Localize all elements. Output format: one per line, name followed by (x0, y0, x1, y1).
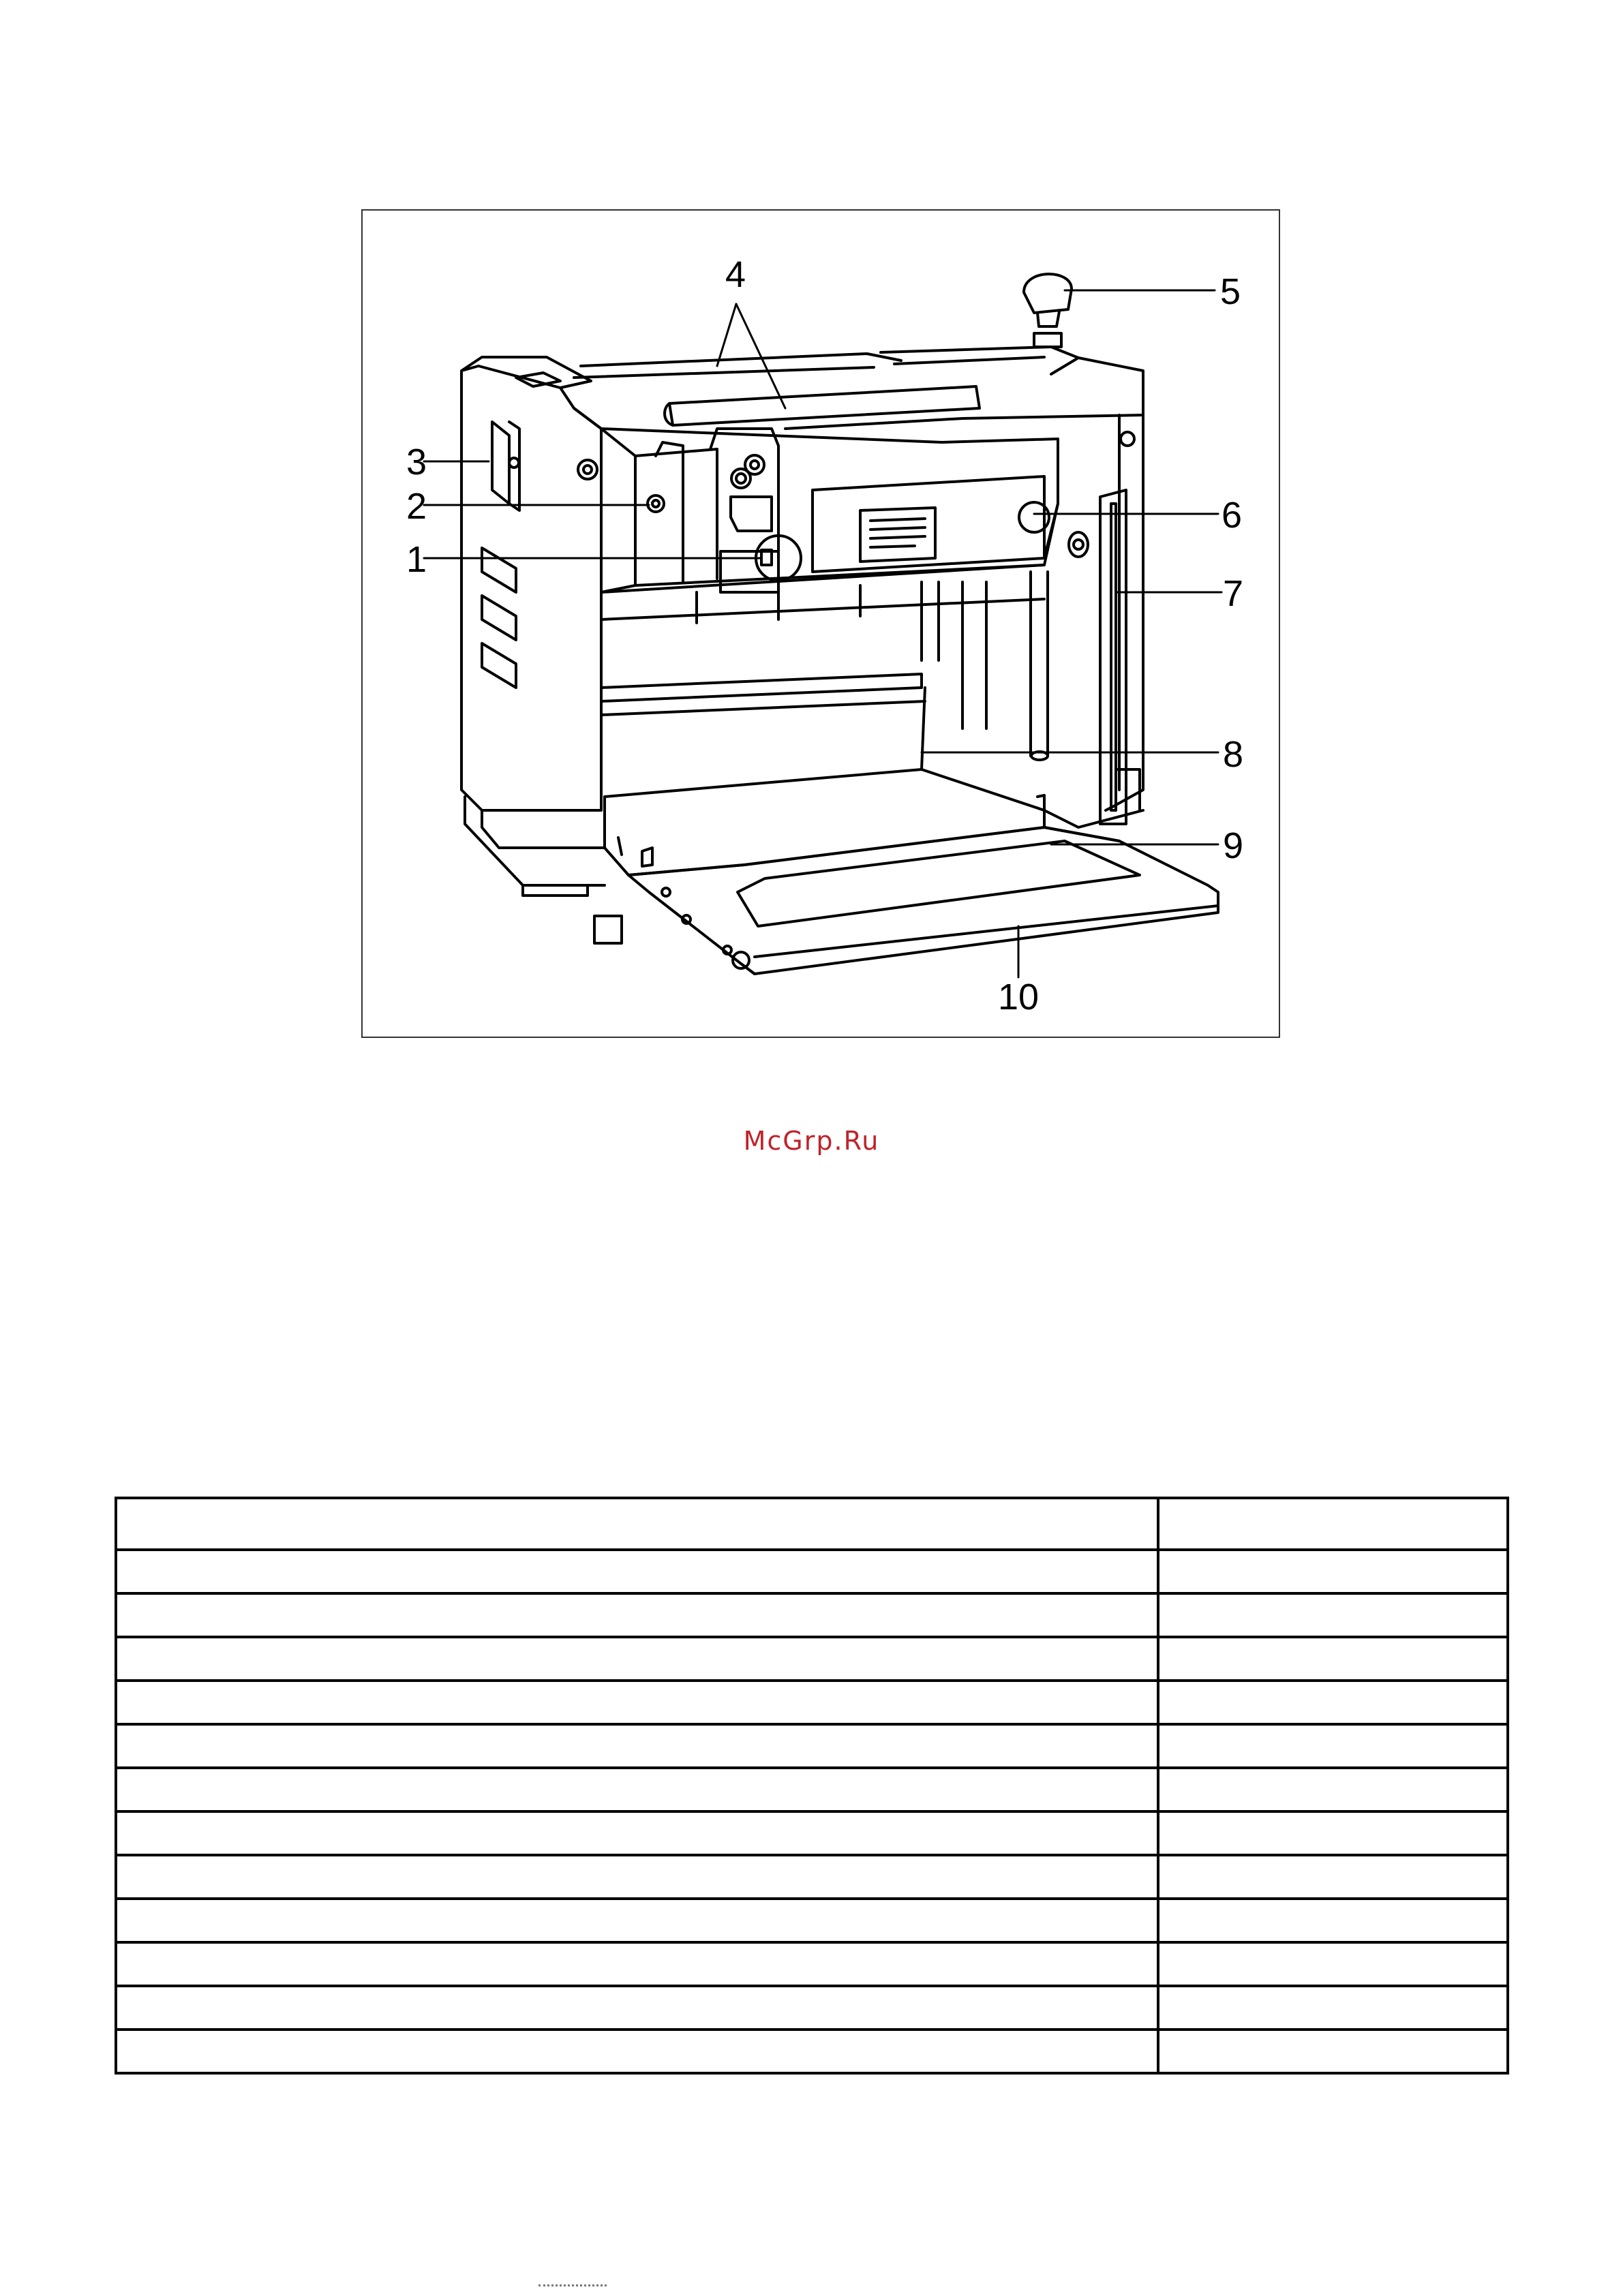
table-cell-parameter (116, 1768, 1158, 1811)
table-row (116, 1986, 1508, 2030)
table-cell-value (1158, 1899, 1508, 1942)
table-row (116, 1811, 1508, 1855)
table-cell-parameter (116, 1498, 1158, 1550)
table-cell-value (1158, 1942, 1508, 1986)
table-row (116, 1498, 1508, 1550)
table-cell-value (1158, 1637, 1508, 1681)
table-cell-parameter (116, 1593, 1158, 1637)
table-cell-value (1158, 1681, 1508, 1724)
table-cell-value (1158, 1724, 1508, 1768)
callout-leaders (424, 290, 1222, 977)
table-row (116, 1681, 1508, 1724)
table-cell-parameter (116, 2030, 1158, 2073)
table-cell-value (1158, 1986, 1508, 2030)
table-row (116, 1768, 1508, 1811)
spec-table (115, 1497, 1509, 2075)
lower-mechanism (601, 565, 1048, 760)
callout-7: 7 (1223, 573, 1244, 614)
machine-diagram (361, 209, 1280, 1038)
table-cell-parameter (116, 1637, 1158, 1681)
table-cell-parameter (116, 1681, 1158, 1724)
callout-6: 6 (1222, 495, 1243, 536)
table-row (116, 1593, 1508, 1637)
table-cell-parameter (116, 1942, 1158, 1986)
top-covers (574, 274, 1143, 429)
watermark: McGrp.Ru (743, 1126, 880, 1156)
table-cell-value (1158, 1593, 1508, 1637)
callout-4: 4 (725, 254, 746, 295)
callout-9: 9 (1223, 825, 1244, 866)
table-row (116, 1855, 1508, 1899)
table-row (116, 1550, 1508, 1593)
page-footer-mark (539, 2284, 607, 2291)
planer-illustration (363, 211, 1280, 1038)
callout-10: 10 (998, 977, 1040, 1017)
table-row (116, 1942, 1508, 1986)
table-cell-parameter (116, 1986, 1158, 2030)
callout-5: 5 (1220, 271, 1241, 312)
table-cell-parameter (116, 1811, 1158, 1855)
table-cell-parameter (116, 1724, 1158, 1768)
table-row (116, 1724, 1508, 1768)
table-cell-value (1158, 1768, 1508, 1811)
table-row (116, 1637, 1508, 1681)
table-cell-value (1158, 1498, 1508, 1550)
table-row (116, 1899, 1508, 1942)
right-housing (1069, 415, 1143, 824)
table-row (116, 2030, 1508, 2073)
table-cell-value (1158, 1550, 1508, 1593)
callout-3: 3 (406, 442, 427, 483)
left-housing (461, 357, 622, 943)
table-cell-value (1158, 2030, 1508, 2073)
callout-8: 8 (1223, 734, 1244, 775)
table-cell-parameter (116, 1855, 1158, 1899)
callout-2: 2 (406, 486, 427, 527)
table-cell-value (1158, 1855, 1508, 1899)
callout-1: 1 (406, 539, 427, 580)
table-cell-value (1158, 1811, 1508, 1855)
table-cell-parameter (116, 1550, 1158, 1593)
table-cell-parameter (116, 1899, 1158, 1942)
